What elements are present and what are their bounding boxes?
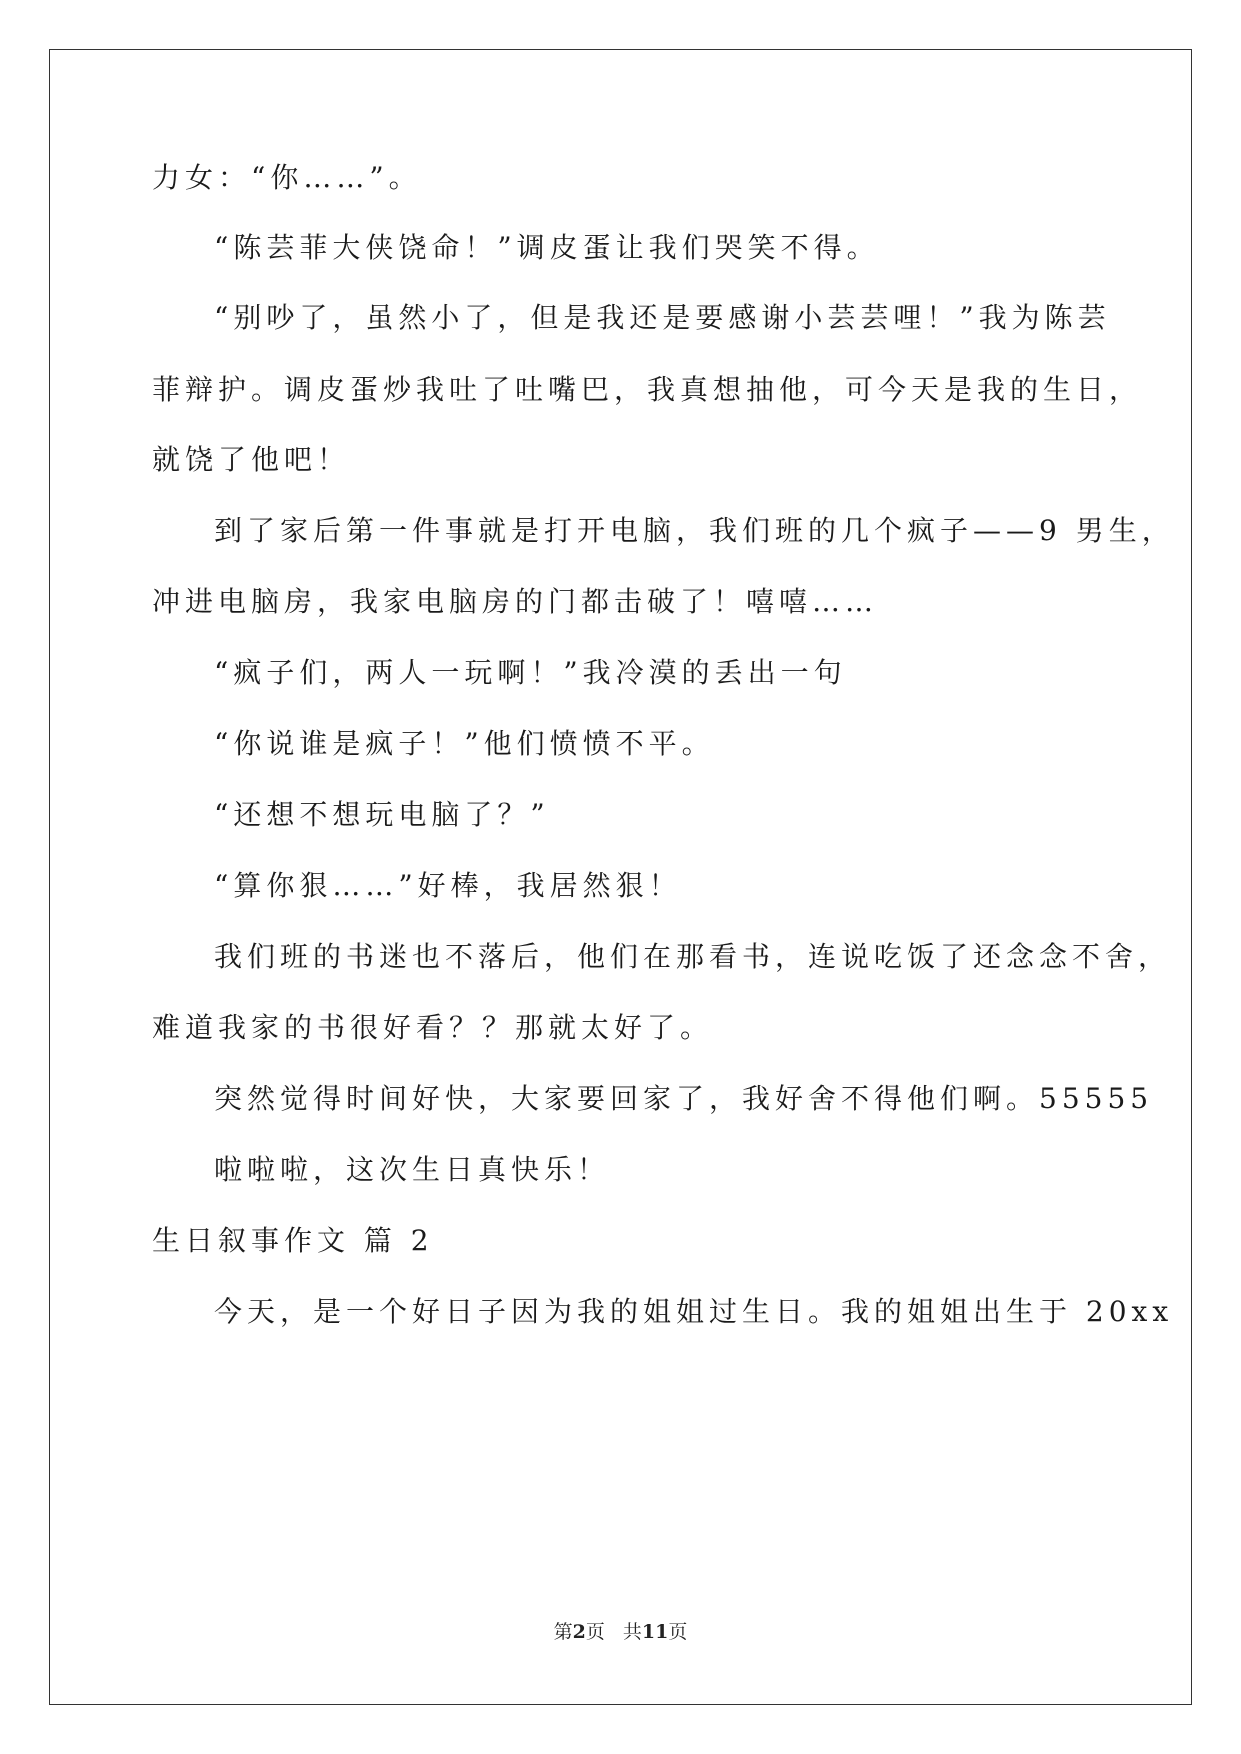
text-line: 啦啦啦，这次生日真快乐！ [214,1153,611,1186]
text-line: 冲进电脑房，我家电脑房的门都击破了！嘻嘻…… [152,585,879,618]
text-line: 我们班的书迷也不落后，他们在那看书，连说吃饭了还念念不舍， [214,940,1172,973]
text-line: 突然觉得时间好快，大家要回家了，我好舍不得他们啊。55555 [214,1082,1154,1115]
text-line: “还想不想玩电脑了？” [214,798,550,831]
footer-page-number: 2 [572,1621,586,1643]
text-line: 就饶了他吧！ [152,443,351,476]
footer-total-pages: 11 [641,1621,669,1643]
section-heading: 生日叙事作文 篇 2 [152,1224,434,1257]
text-line: 菲辩护。调皮蛋炒我吐了吐嘴巴，我真想抽他，可今天是我的生日， [152,373,1143,406]
text-line: 难道我家的书很好看？？那就太好了。 [152,1011,714,1044]
text-line: “疯子们，两人一玩啊！”我冷漠的丢出一句 [214,656,847,689]
text-line: 力女：“你……”。 [152,161,422,194]
text-line: 到了家后第一件事就是打开电脑，我们班的几个疯子——9 男生， [214,514,1175,547]
text-line: “陈芸菲大侠饶命！”调皮蛋让我们哭笑不得。 [214,231,880,264]
text-line: 今天，是一个好日子因为我的姐姐过生日。我的姐姐出生于 20xx [214,1295,1174,1328]
page-footer [0,1619,1241,1645]
text-line: “算你狠……”好棒，我居然狠！ [214,869,682,902]
text-line: “别吵了，虽然小了，但是我还是要感谢小芸芸哩！”我为陈芸 [214,301,1111,334]
text-line: “你说谁是疯子！”他们愤愤不平。 [214,727,715,760]
footer-page-prefix: 第 [553,1621,573,1643]
footer-total-prefix: 共 [622,1621,642,1643]
footer-page-suffix: 页 [585,1621,605,1643]
footer-total-suffix: 页 [668,1621,688,1643]
